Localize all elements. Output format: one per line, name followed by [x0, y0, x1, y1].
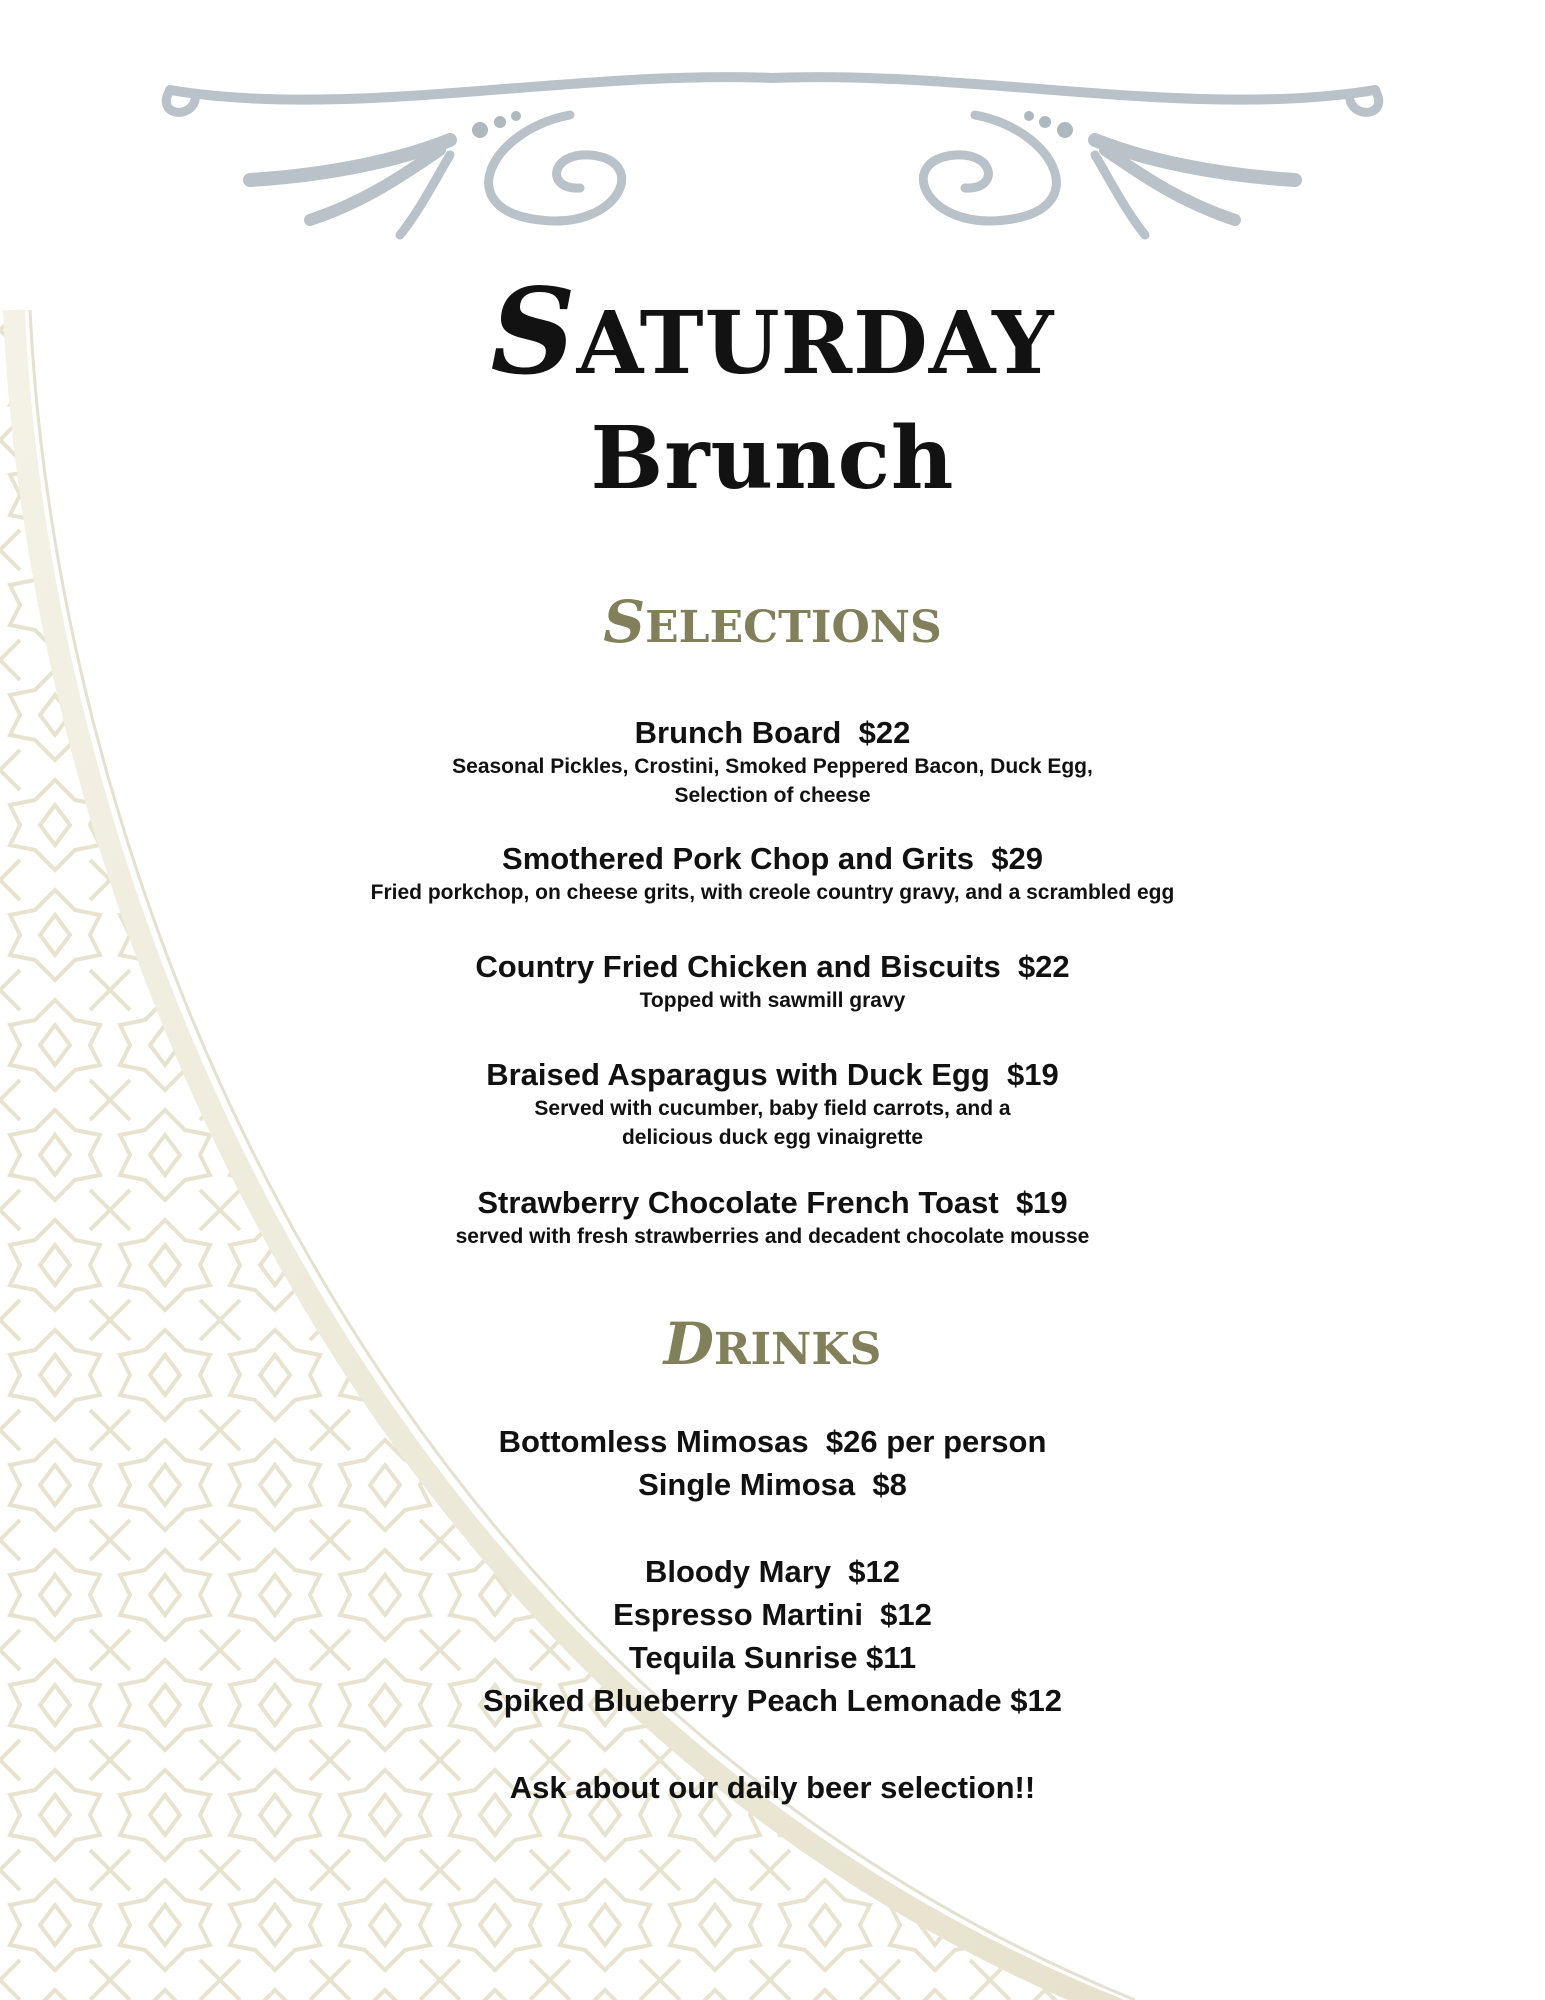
selections-initial: S	[603, 588, 646, 656]
item-price: $22	[858, 715, 911, 750]
item-desc-line: Selection of cheese	[674, 784, 871, 807]
item-desc-line: Served with cucumber, baby field carrots, and a	[534, 1097, 1011, 1120]
item-title: Country Fried Chicken and Biscuits	[475, 949, 1001, 984]
item-description	[0, 752, 1545, 810]
drink-line: Single Mimosa $8	[638, 1467, 907, 1502]
item-description	[0, 986, 1545, 1015]
item-desc-line: delicious duck egg vinaigrette	[621, 1126, 924, 1149]
item-title: Smothered Pork Chop and Grits	[502, 841, 974, 876]
drink-line: Spiked Blueberry Peach Lemonade $12	[483, 1683, 1062, 1718]
selections-rest: ELECTIONS	[645, 602, 942, 653]
drink-line: Bottomless Mimosas $26 per person	[498, 1424, 1047, 1459]
item-name	[0, 1184, 1545, 1222]
item-name	[0, 1056, 1545, 1094]
drink-line: Espresso Martini $12	[613, 1597, 932, 1632]
item-name	[0, 948, 1545, 986]
menu-item	[0, 948, 1545, 1015]
menu-item	[0, 1056, 1545, 1152]
drink-line: Bloody Mary $12	[645, 1554, 900, 1589]
item-name	[0, 840, 1545, 878]
title-saturday	[0, 262, 1545, 401]
item-description	[0, 878, 1545, 907]
item-desc-line: Topped with sawmill gravy	[639, 989, 906, 1012]
drinks-initial: D	[663, 1310, 714, 1378]
menu-item	[0, 1184, 1545, 1251]
title-saturday-rest: ATURDAY	[576, 293, 1055, 394]
title-brunch: Brunch	[590, 408, 955, 509]
item-title: Brunch Board	[634, 715, 842, 750]
beer-selection-note: Ask about our daily beer selection!!	[509, 1770, 1036, 1805]
drinks-rest: RINKS	[713, 1324, 882, 1375]
item-title: Strawberry Chocolate French Toast	[477, 1185, 999, 1220]
item-desc-line: served with fresh strawberries and decadent chocolate mousse	[455, 1225, 1090, 1248]
item-price: $19	[1015, 1185, 1068, 1220]
item-description	[0, 1094, 1545, 1152]
item-desc-line: Fried porkchop, on cheese grits, with creole country gravy, and a scrambled egg	[370, 881, 1175, 904]
item-description	[0, 1222, 1545, 1251]
item-price: $29	[991, 841, 1043, 876]
drink-line: Tequila Sunrise $11	[628, 1640, 917, 1675]
item-title: Braised Asparagus with Duck Egg	[486, 1057, 990, 1092]
item-price: $19	[1007, 1057, 1059, 1092]
item-price: $22	[1017, 949, 1070, 984]
section-heading-selections	[0, 588, 1545, 656]
section-heading-drinks	[0, 1310, 1545, 1378]
menu-item	[0, 840, 1545, 907]
title-saturday-initial: S	[490, 262, 577, 401]
menu-item	[0, 714, 1545, 810]
item-desc-line: Seasonal Pickles, Crostini, Smoked Peppered Bacon, Duck Egg,	[452, 755, 1093, 778]
item-name	[0, 714, 1545, 752]
